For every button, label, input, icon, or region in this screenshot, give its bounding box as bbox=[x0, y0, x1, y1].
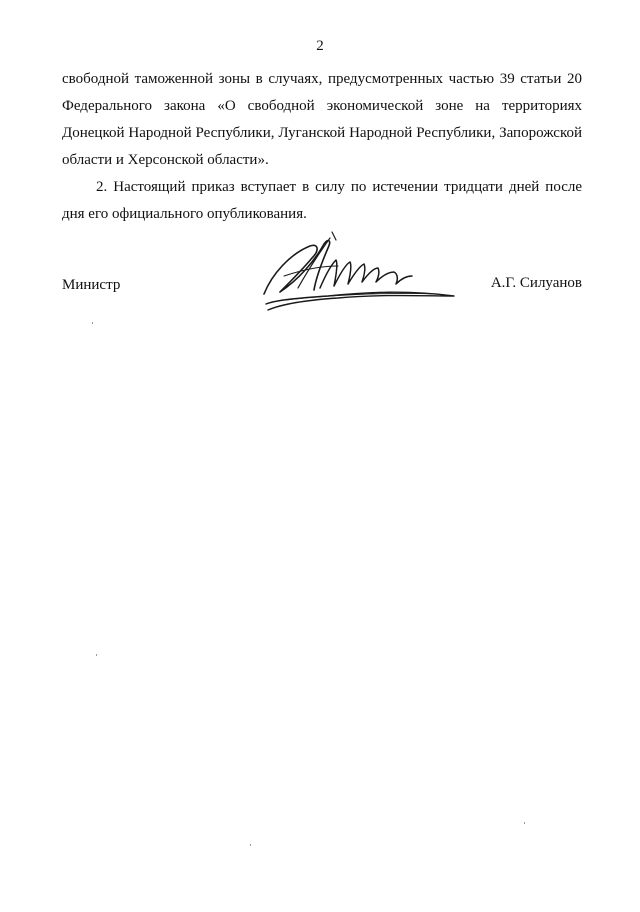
page-number: 2 bbox=[316, 38, 324, 54]
paragraph-continuation: свободной таможенной зоны в случаях, предусмотренных частью 39 статьи 20 Федерального закона «О свободной экономической зоне на территориях Донецкой Народной Республики, Луганской Народной Республики, Запорожской области и Херсонской области». bbox=[62, 71, 582, 168]
scan-speck bbox=[250, 844, 251, 846]
handwritten-signature-icon bbox=[258, 230, 458, 314]
scan-speck bbox=[524, 822, 525, 824]
signatory-name: А.Г. Силуанов bbox=[490, 275, 582, 291]
scan-speck bbox=[96, 654, 97, 656]
signature-block bbox=[62, 230, 582, 320]
paragraph-effective-date: 2. Настоящий приказ вступает в силу по истечении тридцати дней после дня его официального опубликования. bbox=[62, 179, 582, 222]
document-body bbox=[62, 66, 582, 228]
scan-speck bbox=[92, 322, 93, 324]
signatory-title: Министр bbox=[62, 277, 121, 293]
